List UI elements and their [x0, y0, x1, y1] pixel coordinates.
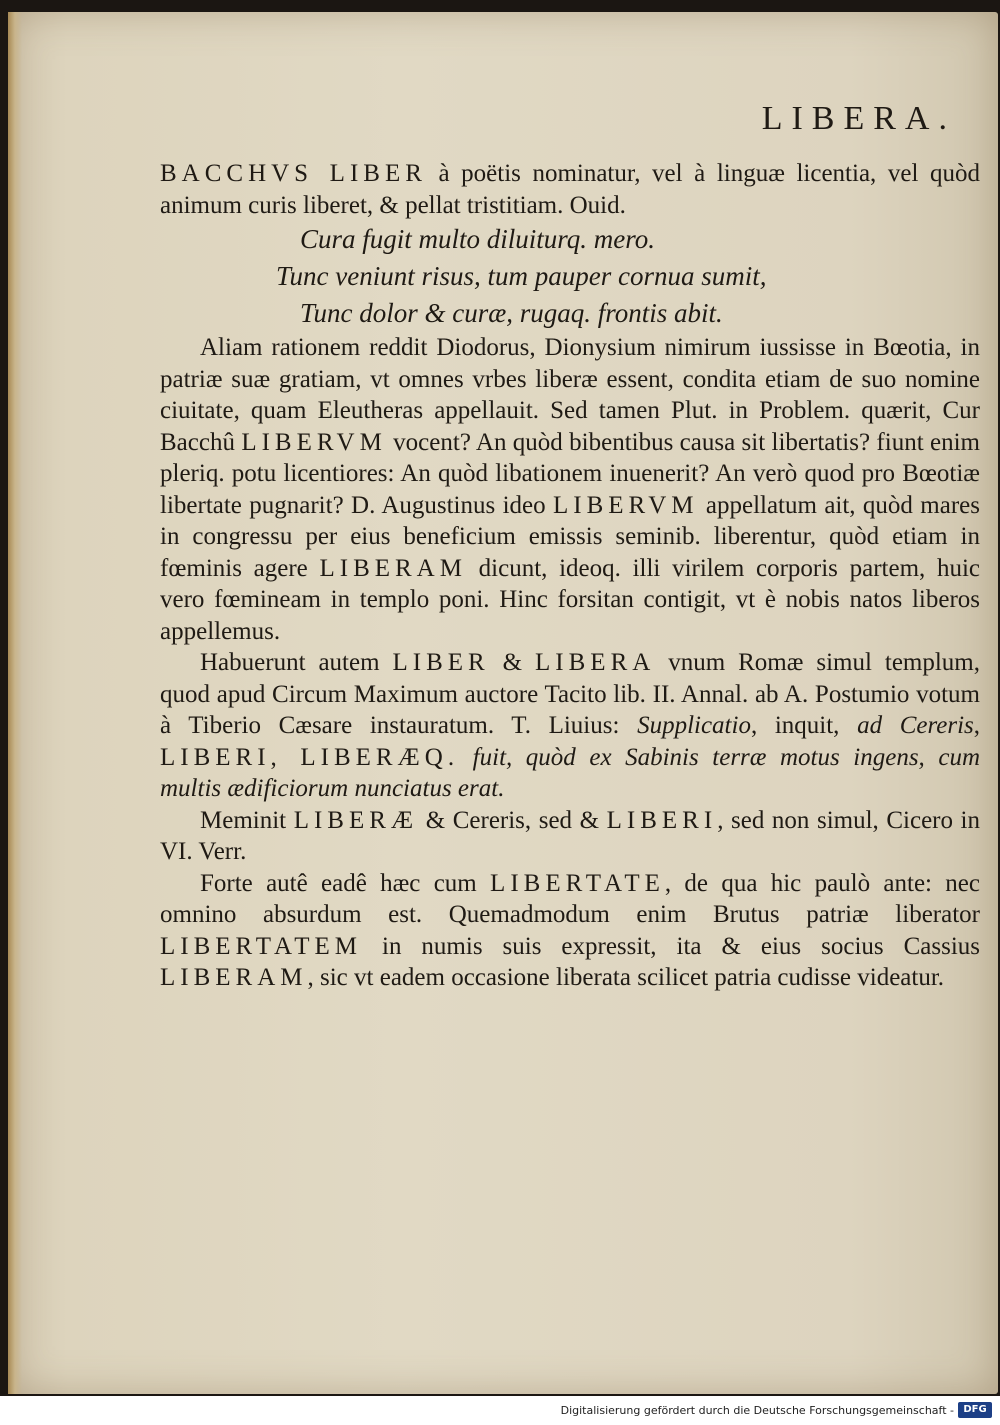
italic-quote: fuit, quòd ex Sabinis terræ motus ingens, cum multis ædificiorum nunciatus erat. [160, 743, 981, 802]
footer-bar [0, 1396, 1000, 1425]
verse-line-1: Cura fugit multo diluiturq. mero. [300, 224, 656, 254]
paragraph-text: vocent? An quòd bibentibus causa sit libertatis? fiunt enim pleriq. potu licentiores: An quòd libationem inuenerit? An verò quod pro Bœotiæ libertate pugnarit? D. Augustinus ideo [160, 428, 980, 519]
paragraph-text: dicunt, ideoq. illi virilem corporis partem, huic vero fœmineam in templo poni. Hinc forsitan contigit, vt è nobis natos liberos appellemus. [160, 554, 981, 645]
paragraph-text: Forte autê eadê hæc cum [200, 869, 491, 897]
paragraph-2 [160, 332, 980, 647]
paragraph-text: à poëtis nominatur, vel à linguæ licentia, vel quòd animum curis liberet, & pellat tristitiam. Ouid. [160, 160, 980, 219]
funding-credit: Digitalisierung gefördert durch die Deutsche Forschungsgemeinschaft - [560, 1404, 954, 1417]
small-caps-term: BACCHVS LIBER [160, 160, 427, 187]
small-caps-term: LIBERI, LIBERÆQ. [160, 743, 460, 771]
paragraph-text: appellatum ait, quòd mares in congressu per eius beneficium emissis seminib. liberentur, quòd etiam in fœminis agere [160, 491, 980, 582]
paragraph-text: vnum Romæ simul templum, quod apud Circum Maximum auctore Tacito lib. II. Annal. ab A. Postumio votum à Tiberio Cæsare instauratum. T. Liuius: [160, 649, 980, 739]
page-text-block [160, 100, 980, 994]
small-caps-term: LIBERA [535, 649, 656, 676]
paragraph-text: , sed non simul, Cicero in VI. Verr. [160, 806, 980, 865]
small-caps-term: LIBERÆ [293, 806, 419, 834]
paragraph-text: , de qua hic paulò ante: nec omnino absurdum est. Quemadmodum enim Brutus patriæ liberator [160, 869, 980, 928]
paragraph-text: Habuerunt autem [200, 649, 393, 676]
paragraph-1 [160, 158, 980, 221]
dfg-logo-icon: DFG [958, 1402, 992, 1418]
paragraph-text: & [489, 649, 536, 676]
small-caps-term: LIBERTATEM [160, 932, 363, 960]
small-caps-term: LIBERVM [241, 428, 387, 456]
paragraph-text: , sic vt eadem occasione liberata scilicet patria cudisse videatur. [307, 964, 945, 991]
paragraph-text: & Cereris, sed & [418, 806, 607, 834]
paragraph-3 [160, 647, 980, 805]
small-caps-term: LIBERI [606, 806, 718, 834]
running-head: LIBERA. [761, 100, 956, 137]
small-caps-term: LIBERVM [553, 491, 699, 519]
italic-quote: ad Cereris [857, 712, 974, 739]
paragraph-5 [160, 868, 980, 994]
page-binding-edge [8, 12, 22, 1394]
paragraph-text: Meminit [200, 806, 294, 834]
small-caps-term: LIBERAM [319, 554, 467, 582]
paragraph-text: in numis suis expressit, ita & eius socius Cassius [362, 932, 980, 960]
verse-line-2: Tunc veniunt risus, tum pauper cornua sumit, [276, 261, 767, 291]
small-caps-term: LIBER [392, 649, 490, 676]
paragraph-text: , inquit, [750, 712, 858, 739]
paragraph-text [459, 744, 473, 771]
italic-quote: Supplicatio [637, 712, 751, 739]
paragraph-4 [160, 805, 980, 868]
paragraph-text: , [973, 712, 981, 739]
paragraph-text: Aliam rationem reddit Diodorus, Dionysium nimirum iussisse in Bœotia, in patriæ suæ gratiam, vt omnes vrbes liberæ essent, condita etiam de suo nomine ciuitate, quam Eleutheras appellauit. Sed tamen Plut. in Problem. quærit, Cur Bacchû [160, 334, 980, 456]
verse-line-3: Tunc dolor & curæ, rugaq. frontis abit. [300, 298, 723, 328]
small-caps-term: LIBERTATE [490, 869, 665, 897]
small-caps-term: LIBERAM [160, 964, 308, 991]
